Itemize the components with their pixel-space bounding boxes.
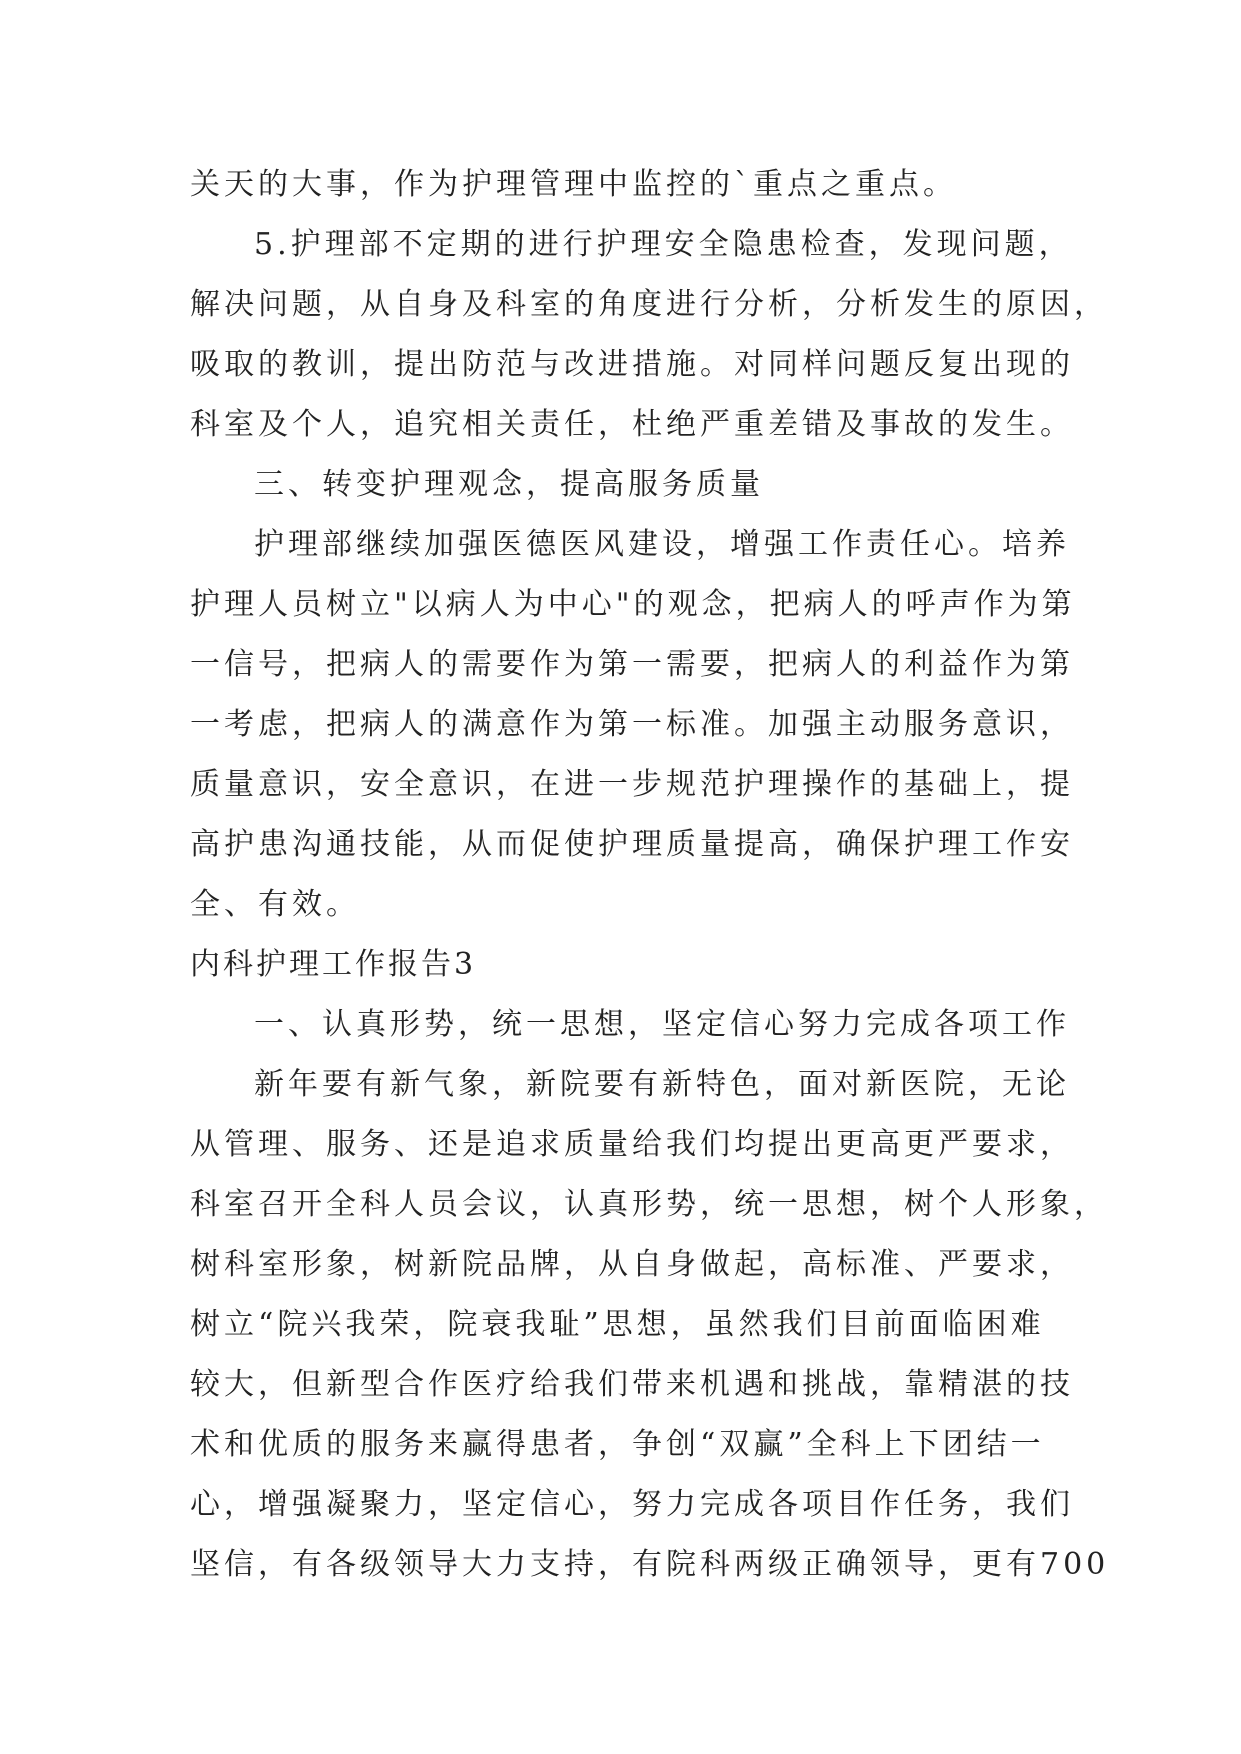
text-line: 关天的大事，作为护理管理中监控的`重点之重点。 — [190, 167, 957, 202]
section-heading: 一、认真形势，统一思想，坚定信心努力完成各项工作 — [254, 1007, 1070, 1042]
text-line: 心，增强凝聚力，坚定信心，努力完成各项目作任务，我们 — [190, 1487, 1074, 1522]
text-line: 科室及个人，追究相关责任，杜绝严重差错及事故的发生。 — [190, 407, 1074, 442]
text-line: 全、有效。 — [190, 887, 360, 922]
text-line: 一考虑，把病人的满意作为第一标准。加强主动服务意识， — [190, 707, 1074, 742]
section-heading: 三、转变护理观念，提高服务质量 — [254, 467, 764, 502]
text-line: 5.护理部不定期的进行护理安全隐患检查，发现问题， — [254, 227, 1073, 262]
text-line: 从管理、服务、还是追求质量给我们均提出更高更严要求， — [190, 1127, 1074, 1162]
document-body — [190, 155, 1110, 1595]
text-line: 树科室形象，树新院品牌，从自身做起，高标准、严要求， — [190, 1247, 1074, 1282]
text-line: 护理部继续加强医德医风建设，增强工作责任心。培养 — [254, 527, 1070, 562]
text-line: 质量意识，安全意识，在进一步规范护理操作的基础上，提 — [190, 767, 1074, 802]
report-title: 内科护理工作报告3 — [190, 947, 477, 982]
text-line: 坚信，有各级领导大力支持，有院科两级正确领导，更有700 — [190, 1547, 1110, 1582]
text-line: 吸取的教训，提出防范与改进措施。对同样问题反复出现的 — [190, 347, 1074, 382]
text-line: 一信号，把病人的需要作为第一需要，把病人的利益作为第 — [190, 647, 1074, 682]
text-line: 新年要有新气象，新院要有新特色，面对新医院，无论 — [254, 1067, 1070, 1102]
text-line: 护理人员树立"以病人为中心"的观念，把病人的呼声作为第 — [190, 587, 1076, 622]
text-line: 较大，但新型合作医疗给我们带来机遇和挑战，靠精湛的技 — [190, 1367, 1074, 1402]
text-line: 高护患沟通技能，从而促使护理质量提高，确保护理工作安 — [190, 827, 1074, 862]
text-line: 解决问题，从自身及科室的角度进行分析，分析发生的原因， — [190, 287, 1108, 322]
text-line: 科室召开全科人员会议，认真形势，统一思想，树个人形象， — [190, 1187, 1108, 1222]
text-line: 术和优质的服务来赢得患者，争创“双赢”全科上下团结一 — [190, 1427, 1045, 1462]
text-line: 树立“院兴我荣，院衰我耻”思想，虽然我们目前面临困难 — [190, 1307, 1045, 1342]
